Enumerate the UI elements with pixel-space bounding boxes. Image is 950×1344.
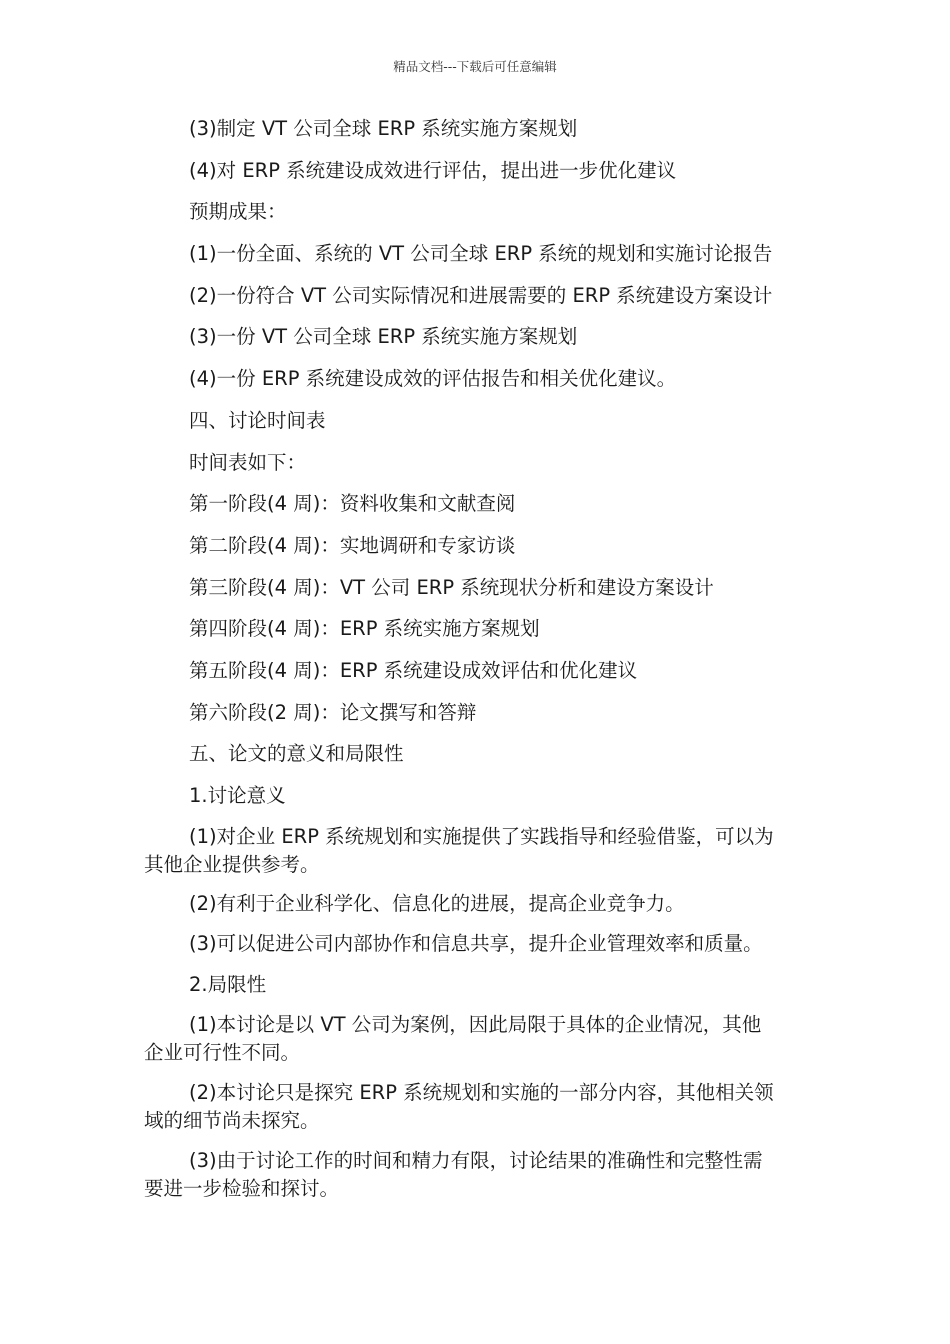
paragraph-line: (1)本讨论是以 VT 公司为案例，因此局限于具体的企业情况，其他 [189,1013,762,1037]
text-line: (4)对 ERP 系统建设成效进行评估，提出进一步优化建议 [189,158,677,182]
section-heading: 五、论文的意义和局限性 [189,742,404,766]
schedule-item: 第五阶段(4 周)：ERP 系统建设成效评估和优化建议 [189,658,638,682]
paragraph-line: (3)由于讨论工作的时间和精力有限，讨论结果的准确性和完整性需 [189,1148,763,1172]
significance-paragraph [144,890,809,918]
text-line: 预期成果： [189,200,287,224]
schedule-item: 第一阶段(4 周)：资料收集和文献查阅 [189,492,516,516]
schedule-item: 第三阶段(4 周)：VT 公司 ERP 系统现状分析和建设方案设计 [189,575,714,599]
text-line: (4)一份 ERP 系统建设成效的评估报告和相关优化建议。 [189,367,677,391]
paragraph-line: (2)有利于企业科学化、信息化的进展，提高企业竞争力。 [189,892,685,916]
subsection-heading: 1.讨论意义 [189,784,286,807]
text-line: (2)一份符合 VT 公司实际情况和进展需要的 ERP 系统建设方案设计 [189,283,773,307]
text-line: (3)制定 VT 公司全球 ERP 系统实施方案规划 [189,117,578,140]
paragraph-line: (2)本讨论只是探究 ERP 系统规划和实施的一部分内容，其他相关领 [189,1081,774,1105]
document-body [144,114,809,1215]
paragraph-line: 其他企业提供参考。 [144,852,320,876]
schedule-item: 第四阶段(4 周)：ERP 系统实施方案规划 [189,617,540,641]
text-line: 时间表如下： [189,450,307,474]
limitation-paragraph [144,1079,809,1135]
paragraph-line: 域的细节尚未探究。 [144,1109,320,1133]
subsection-heading: 2.局限性 [189,972,267,996]
text-line: (1)一份全面、系统的 VT 公司全球 ERP 系统的规划和实施讨论报告 [189,242,773,266]
paragraph-line: 企业可行性不同。 [144,1041,301,1065]
page-header: 精品文档---下载后可任意编辑 [393,59,557,74]
paragraph-line: 要进一步检验和探讨。 [144,1176,340,1200]
section-heading: 四、讨论时间表 [189,408,326,432]
paragraph-line: (1)对企业 ERP 系统规划和实施提供了实践指导和经验借鉴，可以为 [189,824,774,848]
schedule-item: 第二阶段(4 周)：实地调研和专家访谈 [189,533,516,557]
limitation-paragraph [144,1011,809,1067]
significance-paragraph [144,930,809,958]
limitation-paragraph [144,1147,809,1203]
text-line: (3)一份 VT 公司全球 ERP 系统实施方案规划 [189,325,578,349]
schedule-item: 第六阶段(2 周)：论文撰写和答辩 [189,700,477,724]
significance-paragraph [144,823,809,879]
paragraph-line: (3)可以促进公司内部协作和信息共享，提升企业管理效率和质量。 [189,932,763,956]
